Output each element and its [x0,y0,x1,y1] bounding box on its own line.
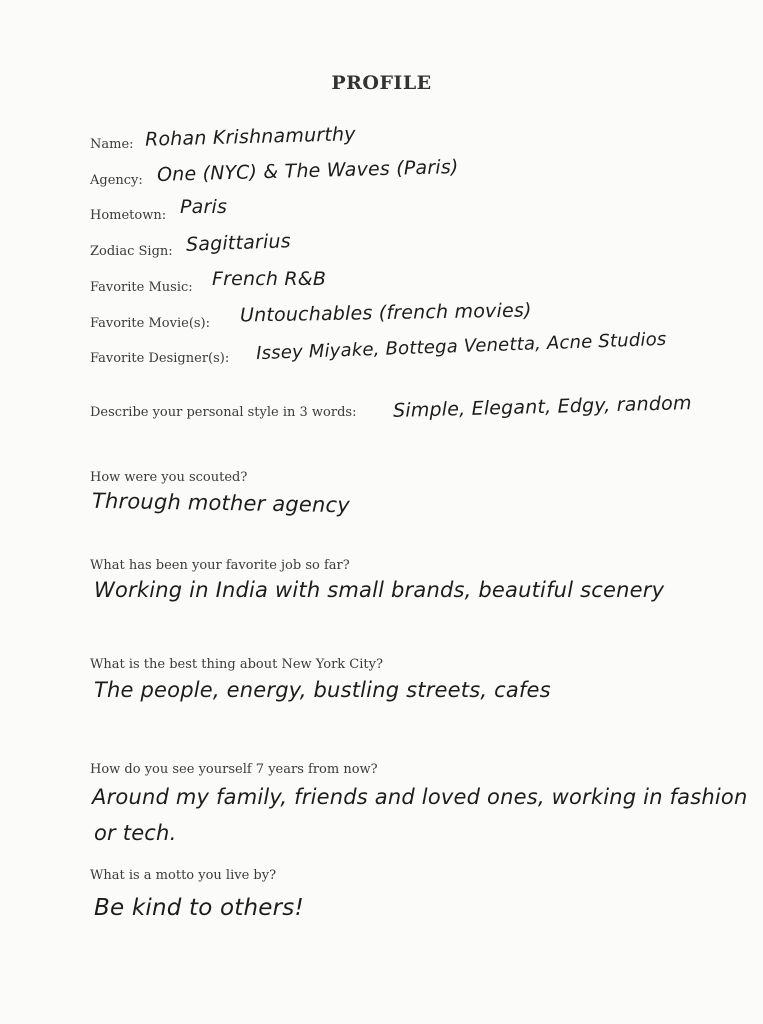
agency-answer: One (NYC) & The Waves (Paris) [156,156,459,186]
zodiac-answer: Sagittarius [185,230,292,256]
motto-label: What is a motto you live by? [90,868,277,883]
favorite-job-answer: Working in India with small brands, beautiful scenery [94,578,665,602]
future-answer-line-1: Around my family, friends and loved ones, working in fashion [92,785,748,809]
future-answer-line-2: or tech. [94,821,177,845]
designers-label: Favorite Designer(s): [90,351,230,366]
nyc-answer: The people, energy, bustling streets, cafes [94,678,551,702]
music-answer: French R&B [212,268,327,290]
style-label: Describe your personal style in 3 words: [90,405,357,420]
future-label: How do you see yourself 7 years from now? [90,762,378,777]
movies-label: Favorite Movie(s): [90,316,211,331]
music-label: Favorite Music: [90,280,193,295]
hometown-answer: Paris [180,196,228,218]
scouted-answer: Through mother agency [91,488,351,518]
page-title: PROFILE [331,72,432,94]
favorite-job-label: What has been your favorite job so far? [90,558,350,573]
agency-label: Agency: [90,173,143,188]
movies-answer: Untouchables (french movies) [239,299,532,327]
motto-answer: Be kind to others! [94,895,304,921]
designers-answer: Issey Miyake, Bottega Venetta, Acne Studios [255,328,667,365]
nyc-label: What is the best thing about New York City? [90,657,383,672]
hometown-label: Hometown: [90,208,167,223]
zodiac-label: Zodiac Sign: [90,244,173,259]
name-answer: Rohan Krishnamurthy [144,123,356,151]
style-answer: Simple, Elegant, Edgy, random [392,392,692,422]
name-label: Name: [90,137,134,152]
scouted-label: How were you scouted? [90,470,248,485]
